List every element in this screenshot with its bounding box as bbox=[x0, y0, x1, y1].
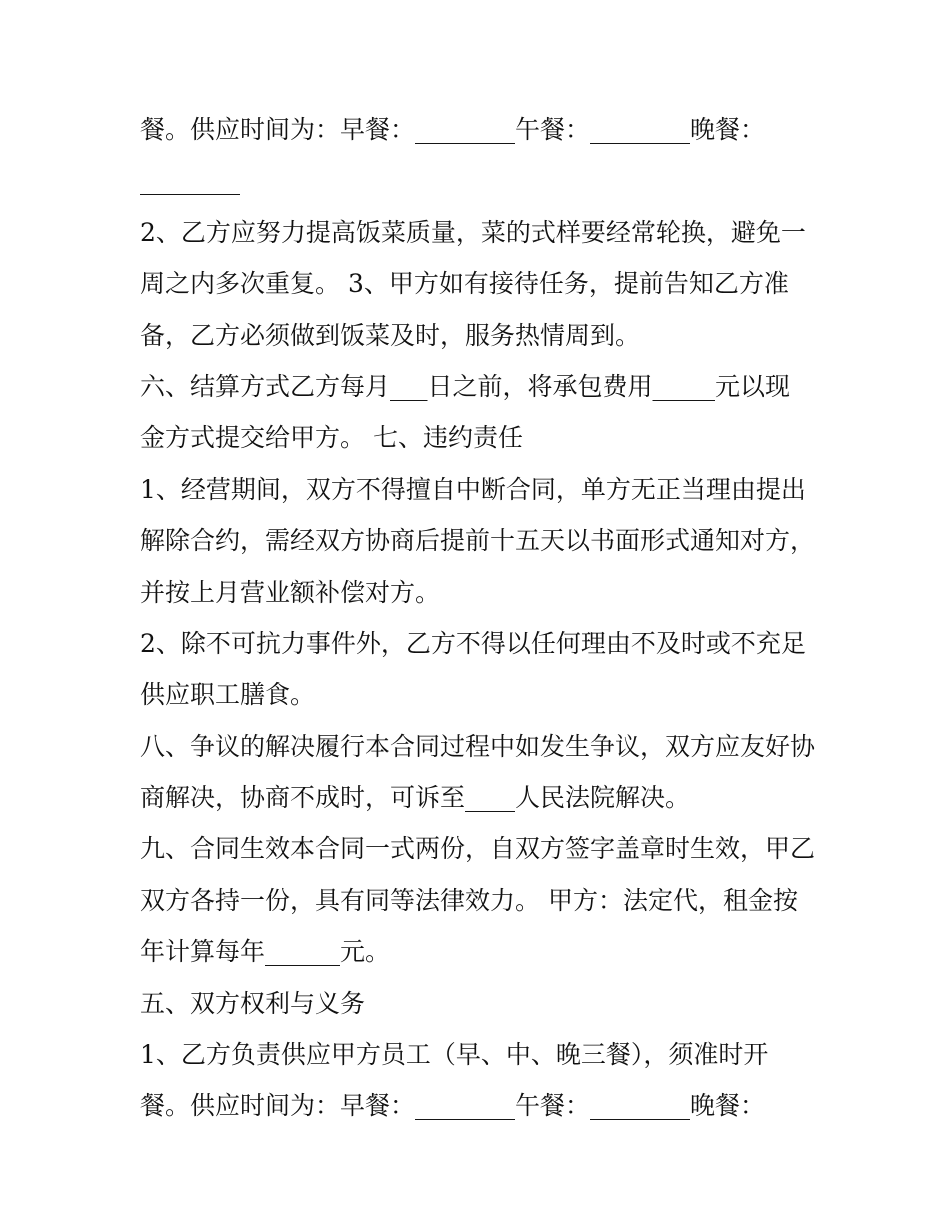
text-line: 2、除不可抗力事件外，乙方不得以任何理由不及时或不充足 bbox=[140, 628, 806, 658]
text-line: 餐。供应时间为：早餐：________午餐：________晚餐： bbox=[140, 1091, 766, 1121]
text-line: 年计算每年______元。 bbox=[140, 937, 391, 967]
document-body bbox=[140, 104, 820, 1132]
text-line: 八、争议的解决履行本合同过程中如发生争议，双方应友好协 bbox=[140, 731, 816, 761]
text-line: 金方式提交给甲方。 七、违约责任 bbox=[140, 423, 523, 453]
text-line: 2、乙方应努力提高饭菜质量，菜的式样要经常轮换，避免一 bbox=[140, 217, 806, 247]
text-line: 1、乙方负责供应甲方员工（早、中、晚三餐），须准时开 bbox=[140, 1040, 769, 1070]
text-line: 并按上月营业额补偿对方。 bbox=[140, 577, 441, 607]
text-line: ________ bbox=[140, 166, 240, 196]
text-line: 解除合约，需经双方协商后提前十五天以书面形式通知对方， bbox=[140, 526, 816, 556]
text-line: 商解决，协商不成时，可诉至____人民法院解决。 bbox=[140, 783, 691, 813]
text-line: 备，乙方必须做到饭菜及时，服务热情周到。 bbox=[140, 320, 641, 350]
text-line: 周之内多次重复。 3、甲方如有接待任务，提前告知乙方准 bbox=[140, 269, 789, 299]
text-line: 餐。供应时间为：早餐：________午餐：________晚餐： bbox=[140, 115, 766, 144]
text-line: 九、合同生效本合同一式两份，自双方签字盖章时生效，甲乙 bbox=[140, 834, 816, 864]
text-line: 供应职工膳食。 bbox=[140, 680, 316, 710]
text-line: 五、双方权利与义务 bbox=[140, 988, 366, 1018]
text-line: 六、结算方式乙方每月___日之前，将承包费用_____元以现 bbox=[140, 371, 791, 401]
text-line: 1、经营期间，双方不得擅自中断合同，单方无正当理由提出 bbox=[140, 474, 806, 504]
text-line: 双方各持一份，具有同等法律效力。 甲方：法定代，租金按 bbox=[140, 885, 798, 915]
